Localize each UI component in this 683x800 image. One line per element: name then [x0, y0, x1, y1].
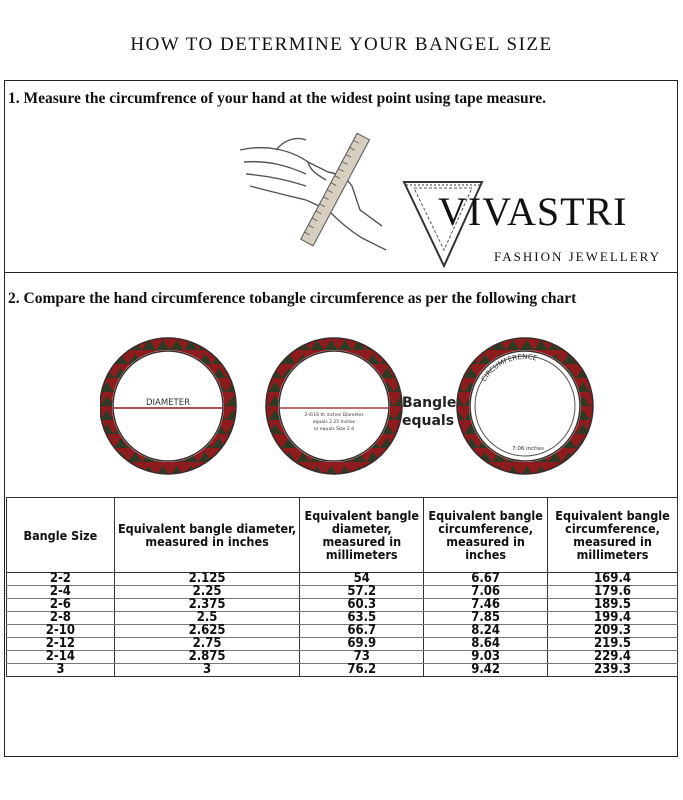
hand-measuring-illustration: [236, 110, 396, 260]
cell-diameter-inches: 2.125: [114, 573, 300, 586]
circumference-value: 7.06 inches: [512, 446, 544, 452]
cell-circumference-mm: 169.4: [548, 573, 678, 586]
cell-circumference-inches: 9.03: [424, 651, 548, 664]
bangle-equals-label: [402, 394, 456, 430]
circumference-label: CIRCUMFERENCE: [479, 353, 538, 384]
table-row: [7, 664, 678, 677]
cell-circumference-inches: 8.64: [424, 638, 548, 651]
size-note-ring: [266, 338, 402, 474]
cell-circumference-mm: 179.6: [548, 586, 678, 599]
equals-line-2: equals: [402, 413, 455, 429]
equals-line-1: Bangle: [402, 395, 457, 411]
cell-diameter-mm: 66.7: [300, 625, 424, 638]
bangle-diagram: [100, 336, 600, 476]
cell-diameter-mm: 60.3: [300, 599, 424, 612]
size-note-line-3: or equals Size 2-4: [313, 427, 355, 432]
cell-size: 2-14: [7, 651, 115, 664]
cell-diameter-inches: 3: [114, 664, 300, 677]
header-diameter-inches: Equivalent bangle diameter, measured in inches: [114, 498, 300, 573]
cell-circumference-mm: 189.5: [548, 599, 678, 612]
cell-circumference-inches: 9.42: [424, 664, 548, 677]
cell-size: 2-8: [7, 612, 115, 625]
cell-diameter-mm: 54: [300, 573, 424, 586]
cell-circumference-mm: 239.3: [548, 664, 678, 677]
cell-circumference-mm: 229.4: [548, 651, 678, 664]
section-divider: [4, 272, 678, 273]
header-circumference-mm: Equivalent bangle circumference, measured in millimeters: [548, 498, 678, 573]
page-title: HOW TO DETERMINE YOUR BANGEL SIZE: [130, 34, 553, 55]
cell-size: 2-12: [7, 638, 115, 651]
header-circumference-inches: Equivalent bangle circumference, measured in inches: [424, 498, 548, 573]
bangle-size-table: [6, 497, 678, 677]
table-header-row: [7, 498, 678, 573]
cell-size: 2-4: [7, 586, 115, 599]
table-row: [7, 638, 678, 651]
brand-name: VIVASTRI: [438, 189, 628, 234]
diameter-label: DIAMETER: [145, 398, 191, 408]
table-row: [7, 612, 678, 625]
step-two-text: 2. Compare the hand circumference tobangle circumference as per the following chart: [8, 290, 577, 307]
cell-circumference-mm: 219.5: [548, 638, 678, 651]
cell-diameter-inches: 2.625: [114, 625, 300, 638]
cell-diameter-inches: 2.5: [114, 612, 300, 625]
table-row: [7, 651, 678, 664]
cell-diameter-mm: 69.9: [300, 638, 424, 651]
cell-diameter-mm: 73: [300, 651, 424, 664]
header-bangle-size: Bangle Size: [7, 498, 115, 573]
cell-diameter-inches: 2.375: [114, 599, 300, 612]
table-row: [7, 573, 678, 586]
cell-diameter-mm: 76.2: [300, 664, 424, 677]
diameter-ring: [100, 338, 236, 474]
cell-size: 3: [7, 664, 115, 677]
cell-diameter-inches: 2.875: [114, 651, 300, 664]
cell-size: 2-10: [7, 625, 115, 638]
cell-circumference-mm: 199.4: [548, 612, 678, 625]
step-one-text: 1. Measure the circumfrence of your hand at the widest point using tape measure.: [8, 90, 547, 107]
table-row: [7, 625, 678, 638]
table-row: [7, 586, 678, 599]
cell-diameter-mm: 57.2: [300, 586, 424, 599]
cell-size: 2-6: [7, 599, 115, 612]
cell-diameter-inches: 2.75: [114, 638, 300, 651]
cell-diameter-mm: 63.5: [300, 612, 424, 625]
table-row: [7, 599, 678, 612]
size-note-line-1: 2-4/16 th inches Diameter: [304, 413, 364, 418]
header-diameter-mm: Equivalent bangle diameter, measured in millimeters: [300, 498, 424, 573]
size-note-line-2: equals 2.25 Inches: [312, 420, 356, 425]
cell-diameter-inches: 2.25: [114, 586, 300, 599]
brand-tagline: FASHION JEWELLERY: [494, 249, 662, 264]
cell-circumference-inches: 7.06: [424, 586, 548, 599]
cell-circumference-inches: 7.46: [424, 599, 548, 612]
cell-circumference-inches: 6.67: [424, 573, 548, 586]
circumference-ring: [457, 338, 593, 474]
cell-size: 2-2: [7, 573, 115, 586]
cell-circumference-inches: 7.85: [424, 612, 548, 625]
cell-circumference-inches: 8.24: [424, 625, 548, 638]
cell-circumference-mm: 209.3: [548, 625, 678, 638]
